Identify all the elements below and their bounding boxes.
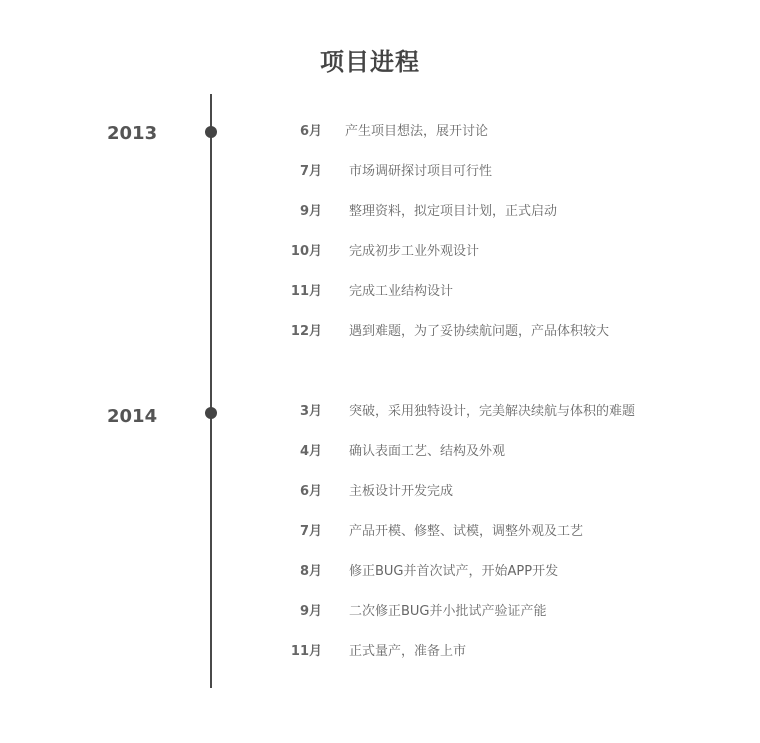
event-description: 完成工业结构设计 <box>349 284 454 299</box>
timeline-event <box>0 522 760 542</box>
event-month: 3月 <box>299 404 322 419</box>
event-month: 8月 <box>299 564 322 579</box>
event-month: 11月 <box>290 644 322 659</box>
event-description: 修正BUG并首次试产，开始APP开发 <box>349 564 559 579</box>
event-description: 完成初步工业外观设计 <box>349 244 480 259</box>
event-month: 6月 <box>299 124 322 139</box>
timeline-event <box>0 242 760 262</box>
event-month: 7月 <box>299 164 322 179</box>
timeline-event <box>0 162 760 182</box>
year-label-2014: 2014 <box>107 406 158 427</box>
event-month: 9月 <box>299 204 322 219</box>
event-description: 产生项目想法，展开讨论 <box>345 124 489 139</box>
event-month: 10月 <box>290 244 322 259</box>
timeline-event <box>0 602 760 622</box>
timeline-event <box>0 482 760 502</box>
timeline-event <box>0 202 760 222</box>
timeline-event <box>0 402 760 422</box>
event-description: 市场调研探讨项目可行性 <box>349 164 493 179</box>
page-title: 项目进程 <box>320 48 420 76</box>
event-description: 主板设计开发完成 <box>349 484 454 499</box>
year-label-2013: 2013 <box>107 123 158 144</box>
timeline-event <box>0 562 760 582</box>
event-description: 正式量产，准备上市 <box>349 644 467 659</box>
event-month: 9月 <box>299 604 322 619</box>
timeline-axis <box>210 94 212 688</box>
event-description: 整理资料，拟定项目计划，正式启动 <box>349 204 558 219</box>
event-month: 12月 <box>290 324 322 339</box>
timeline-event <box>0 642 760 662</box>
timeline-event <box>0 122 760 142</box>
timeline-event <box>0 442 760 462</box>
timeline-event <box>0 282 760 302</box>
event-month: 4月 <box>299 444 322 459</box>
event-description: 产品开模、修整、试模，调整外观及工艺 <box>349 524 584 539</box>
event-description: 确认表面工艺、结构及外观 <box>349 444 506 459</box>
event-month: 7月 <box>299 524 322 539</box>
event-description: 二次修正BUG并小批试产验证产能 <box>349 604 547 619</box>
event-month: 6月 <box>299 484 322 499</box>
event-month: 11月 <box>290 284 322 299</box>
event-description: 遇到难题，为了妥协续航问题，产品体积较大 <box>349 324 610 339</box>
timeline-event <box>0 322 760 342</box>
event-description: 突破，采用独特设计，完美解决续航与体积的难题 <box>349 404 636 419</box>
